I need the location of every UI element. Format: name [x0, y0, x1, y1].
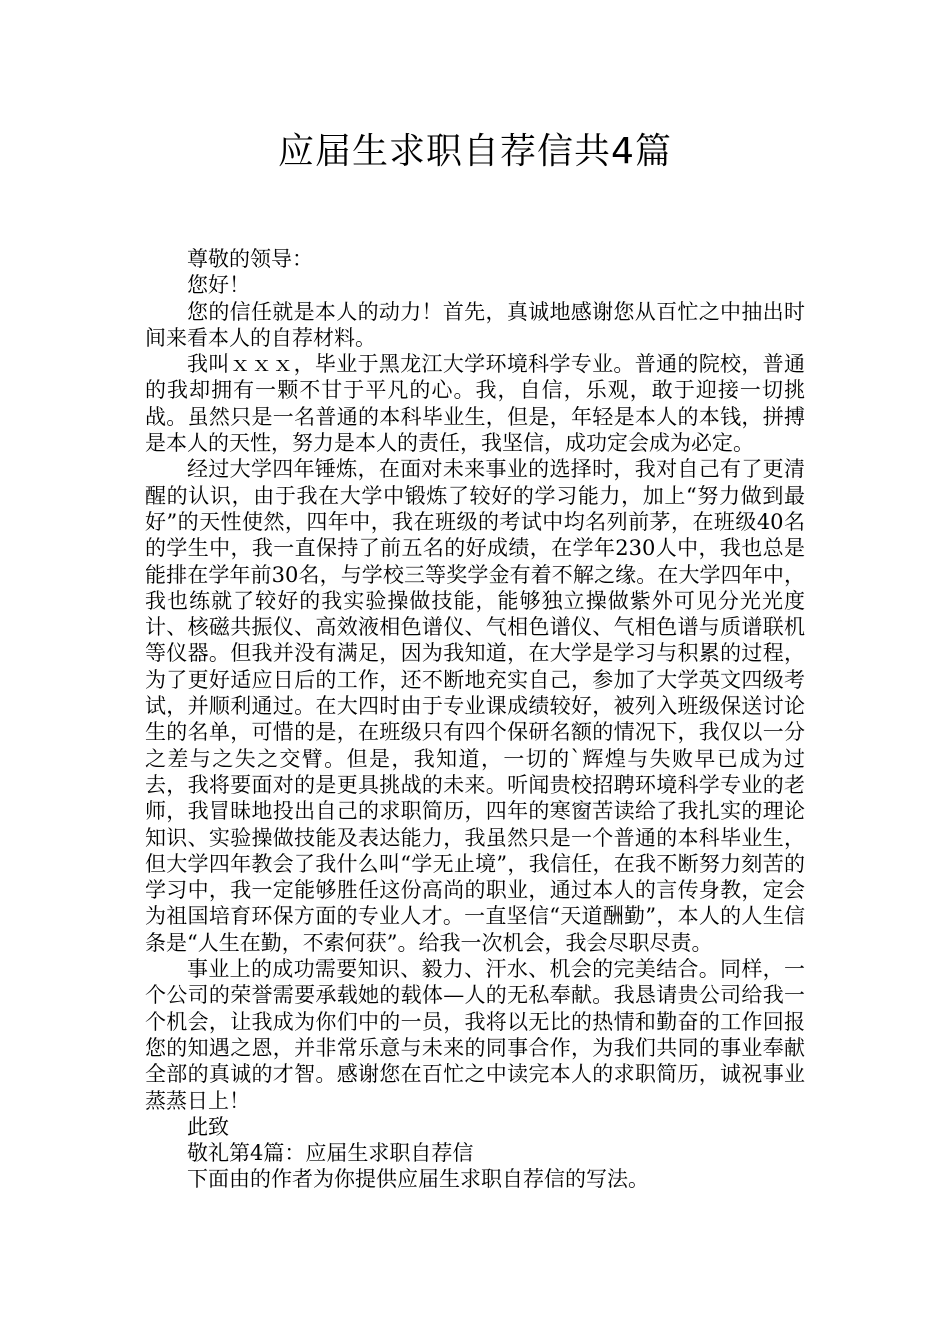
closing-regards-heading: 敬礼第4篇：应届生求职自荐信	[187, 1141, 474, 1166]
closing-phrase: 此致	[187, 1114, 229, 1139]
letter-body	[145, 246, 805, 1193]
paragraph-experience: 经过大学四年锤炼，在面对未来事业的选择时，我对自己有了更清醒的认识，由于我在大学中锻炼了较好的学习能力，加上“努力做到最好”的天性使然，四年中，我在班级的考试中均名列前茅，在班级40名的学生中，我一直保持了前五名的好成绩，在学年230人中，我也总是能排在学年前30名，与学校三等奖学金有着不解之缘。在大学四年中，我也练就了较好的我实验操做技能，能够独立操做紫外可见分光光度计、核磁共振仪、高效液相色谱仪、气相色谱仪、气相色谱与质谱联机等仪器。但我并没有满足，因为我知道，在大学是学习与积累的过程，为了更好适应日后的工作，还不断地充实自己，参加了大学英文四级考试，并顺利通过。在大四时由于专业课成绩较好，被列入班级保送讨论生的名单，可惜的是，在班级只有四个保研名额的情况下，我仅以一分之差与之失之交臂。但是，我知道，一切的`辉煌与失败早已成为过去，我将要面对的是更具挑战的未来。听闻贵校招聘环境科学专业的老师，我冒昧地投出自己的求职简历，四年的寒窗苦读给了我扎实的理论知识、实验操做技能及表达能力，我虽然只是一个普通的本科毕业生，但大学四年教会了我什么叫“学无止境”，我信任，在我不断努力刻苦的学习中，我一定能够胜任这份高尚的职业，通过本人的言传身教，定会为祖国培育环保方面的专业人才。一直坚信“天道酬勤”，本人的人生信条是“人生在勤，不索何获”。给我一次机会，我会尽职尽责。	[145, 457, 805, 955]
greeting: 您好！	[187, 273, 250, 298]
paragraph-next-section: 下面由的作者为你提供应届生求职自荐信的写法。	[187, 1167, 649, 1192]
document-title: 应届生求职自荐信共4篇	[278, 131, 672, 172]
paragraph-self-introduction: 我叫ｘｘｘ，毕业于黑龙江大学环境科学专业。普通的院校，普通的我却拥有一颗不甘于平凡的心。我，自信，乐观，敢于迎接一切挑战。虽然只是一名普通的本科毕业生，但是，年轻是本人的本钱，拼搏是本人的天性，努力是本人的责任，我坚信，成功定会成为必定。	[145, 352, 805, 456]
salutation: 尊敬的领导：	[187, 247, 313, 271]
paragraph-closing: 事业上的成功需要知识、毅力、汗水、机会的完美结合。同样，一个公司的荣誉需要承载她的载体—人的无私奉献。我恳请贵公司给我一个机会，让我成为你们中的一员，我将以无比的热情和勤奋的工作回报您的知遇之恩，并非常乐意与未来的同事合作，为我们共同的事业奉献全部的真诚的才智。感谢您在百忙之中读完本人的求职简历，诚祝事业蒸蒸日上！	[145, 957, 805, 1113]
paragraph-intro: 您的信任就是本人的动力！首先，真诚地感谢您从百忙之中抽出时间来看本人的自荐材料。	[145, 299, 805, 350]
